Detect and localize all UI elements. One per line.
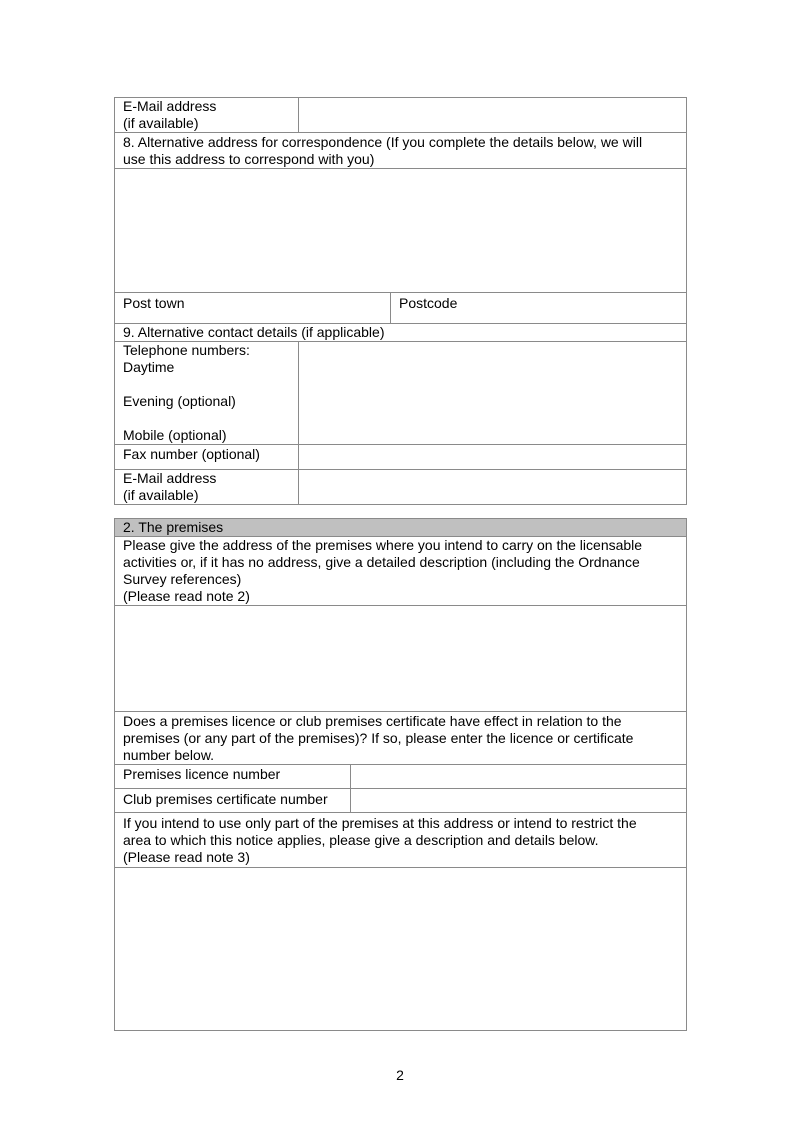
part-prompt-line1: If you intend to use only part of the premises at this address or intend to restrict the [123,815,637,831]
email2-input[interactable] [299,470,687,505]
post-town-label: Post town [123,295,185,311]
premises-address-input[interactable] [115,606,687,712]
premises-licence-input[interactable] [351,765,687,789]
email-label-cell [115,98,299,133]
contact-details-table [114,97,687,505]
address-prompt-line3: Survey references) [123,571,242,587]
phone-labels-cell [115,342,299,445]
fax-label: Fax number (optional) [123,446,260,462]
phone-label: Telephone numbers: [123,342,250,358]
fax-input[interactable] [299,445,687,470]
q8-prompt-line2: use this address to correspond with you) [123,151,375,167]
email2-label-cell [115,470,299,505]
q8-prompt-cell [115,133,687,169]
premises-heading: 2. The premises [123,519,224,535]
licence-question-cell [115,712,687,765]
email2-label-note: (if available) [123,487,199,503]
part-prompt-cell [115,813,687,868]
part-prompt-line2: area to which this notice applies, please give a description and details below. [123,832,599,848]
alternative-address-input[interactable] [115,169,687,293]
address-prompt-line2: activities or, if it has no address, give a detailed description (including the Ordnance [123,554,640,570]
q8-prompt-line1: 8. Alternative address for correspondence (If you complete the details below, we will [123,134,643,150]
premises-table [114,518,687,1031]
club-certificate-label: Club premises certificate number [123,791,328,807]
postcode-cell[interactable] [391,293,687,324]
part-prompt-note: (Please read note 3) [123,849,250,865]
address-prompt-cell [115,537,687,606]
licence-question-line3: number below. [123,747,215,763]
page-number: 2 [396,1067,404,1083]
club-certificate-input[interactable] [351,789,687,813]
address-prompt-line1: Please give the address of the premises where you intend to carry on the licensable [123,537,643,553]
email-label: E-Mail address [123,98,217,114]
q9-prompt: 9. Alternative contact details (if applicable) [123,324,385,340]
phone-numbers-input[interactable] [299,342,687,445]
fax-label-cell [115,445,299,470]
premises-licence-label-cell [115,765,351,789]
email2-label: E-Mail address [123,470,217,486]
daytime-label: Daytime [123,359,175,375]
licence-question-line2: premises (or any part of the premises)? If so, please enter the licence or certificate [123,730,634,746]
mobile-label: Mobile (optional) [123,427,227,443]
q9-prompt-cell [115,324,687,342]
part-details-input[interactable] [115,868,687,1031]
club-certificate-label-cell [115,789,351,813]
postcode-label: Postcode [399,295,458,311]
evening-label: Evening (optional) [123,393,236,409]
licence-question-line1: Does a premises licence or club premises certificate have effect in relation to the [123,713,622,729]
email-input[interactable] [299,98,687,133]
premises-heading-cell [115,519,687,537]
post-town-cell[interactable] [115,293,391,324]
address-prompt-note: (Please read note 2) [123,588,250,604]
email-label-note: (if available) [123,115,199,131]
premises-licence-label: Premises licence number [123,766,281,782]
